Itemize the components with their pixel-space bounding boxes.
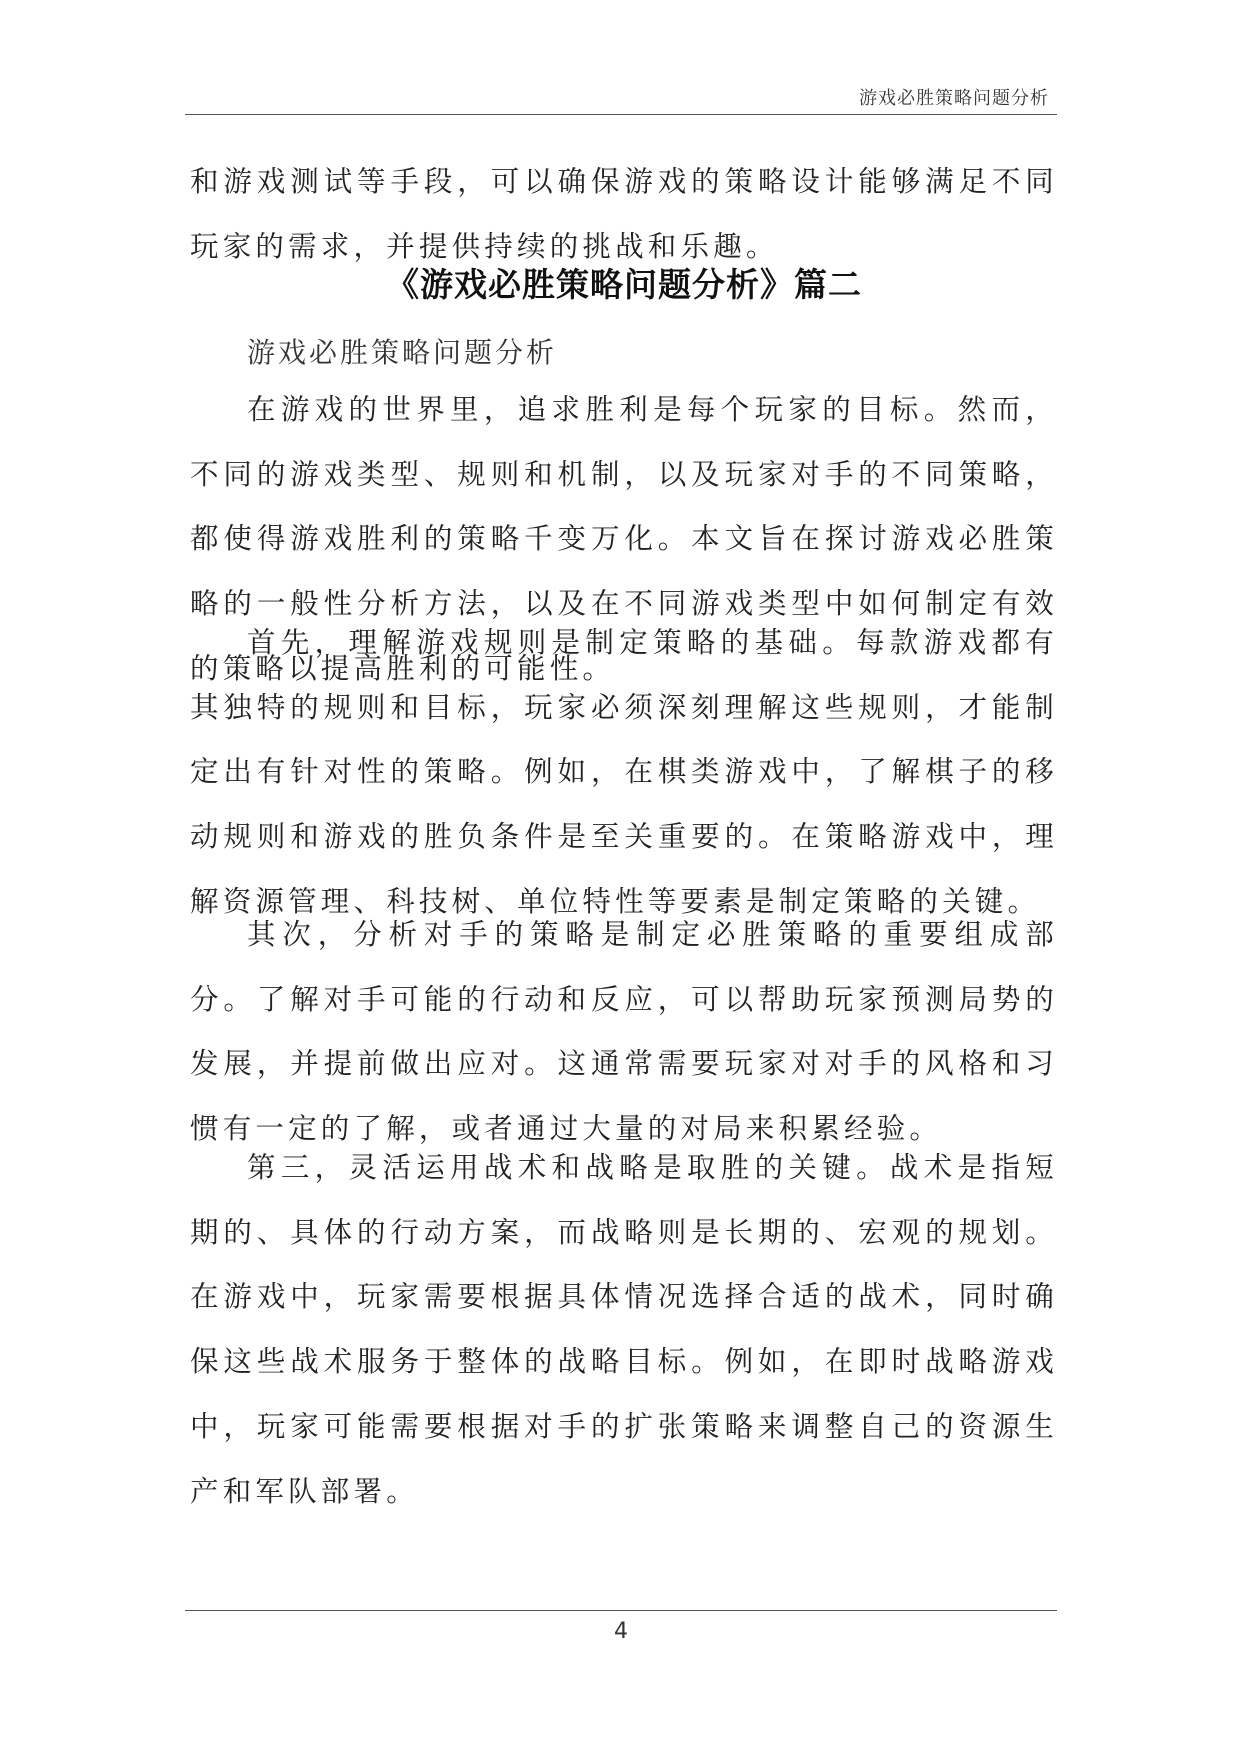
header-title: 游戏必胜策略问题分析 <box>859 88 1049 109</box>
page-number: 4 <box>614 1619 628 1644</box>
paragraph-first: 首先，理解游戏规则是制定策略的基础。每款游戏都有其独特的规则和目标，玩家必须深刻理解这些规则，才能制定出有针对性的策略。例如，在棋类游戏中，了解棋子的移动规则和游戏的胜负条件是至关重要的。在策略游戏中，理解资源管理、科技树、单位特性等要素是制定策略的关键。 <box>190 626 1058 918</box>
page-footer <box>185 1610 1057 1644</box>
article-subtitle: 游戏必胜策略问题分析 <box>247 336 558 369</box>
paragraph-third: 第三，灵活运用战术和战略是取胜的关键。战术是指短期的、具体的行动方案，而战略则是长期的、宏观的规划。在游戏中，玩家需要根据具体情况选择合适的战术，同时确保这些战术服务于整体的战略目标。例如，在即时战略游戏中，玩家可能需要根据对手的扩张策略来调整自己的资源生产和军队部署。 <box>190 1151 1058 1508</box>
continuation-paragraph: 和游戏测试等手段，可以确保游戏的策略设计能够满足不同玩家的需求，并提供持续的挑战和乐趣。 <box>190 165 1058 263</box>
paragraph-second: 其次，分析对手的策略是制定必胜策略的重要组成部分。了解对手可能的行动和反应，可以帮助玩家预测局势的发展，并提前做出应对。这通常需要玩家对对手的风格和习惯有一定的了解，或者通过大量的对局来积累经验。 <box>190 918 1058 1146</box>
section-heading: 《游戏必胜策略问题分析》篇二 <box>386 265 862 304</box>
page-header <box>185 78 1057 115</box>
paragraph-intro: 在游戏的世界里，追求胜利是每个玩家的目标。然而，不同的游戏类型、规则和机制，以及玩家对手的不同策略，都使得游戏胜利的策略千变万化。本文旨在探讨游戏必胜策略的一般性分析方法，以及在不同游戏类型中如何制定有效的策略以提高胜利的可能性。 <box>190 393 1058 685</box>
